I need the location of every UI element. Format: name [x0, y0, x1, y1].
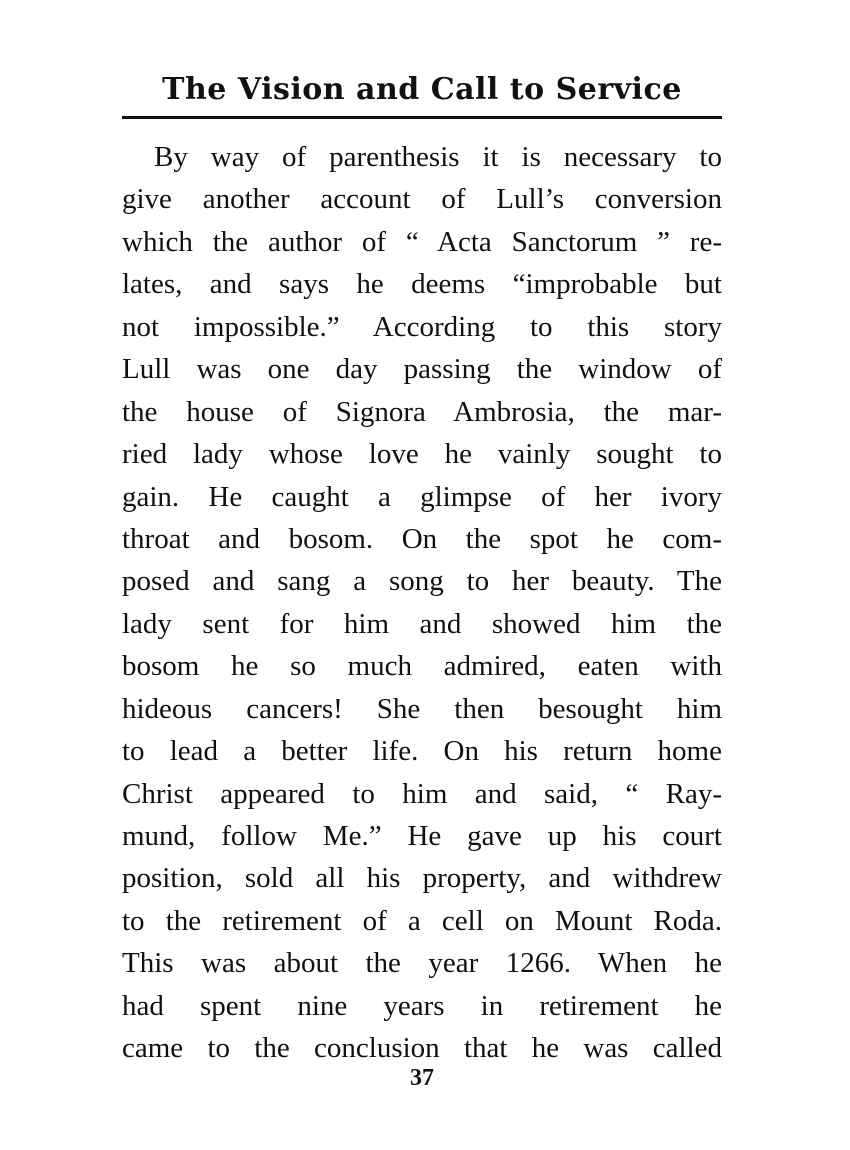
running-head: The Vision and Call to Service [162, 72, 682, 107]
text-line: had spent nine years in retirement he [122, 989, 722, 1022]
text-line: posed and sang a song to her beauty. The [122, 565, 722, 598]
text-line: position, sold all his property, and withdrew [122, 862, 722, 895]
header-rule [122, 116, 722, 119]
text-line: gain. He caught a glimpse of her ivory [122, 480, 722, 513]
text-line: hideous cancers! She then besought him [122, 692, 722, 725]
body-text [122, 136, 722, 1070]
text-line: ried lady whose love he vainly sought to [122, 438, 722, 471]
text-line: came to the conclusion that he was called [122, 1032, 722, 1065]
text-line: which the author of “ Acta Sanctorum ” re- [122, 225, 722, 258]
text-line: mund, follow Me.” He gave up his court [122, 820, 722, 852]
text-line: the house of Signora Ambrosia, the mar- [122, 395, 722, 428]
text-line: This was about the year 1266. When he [122, 947, 722, 980]
text-line: Christ appeared to him and said, “ Ray- [122, 777, 722, 810]
text-line: lates, and says he deems “improbable but [122, 268, 722, 301]
text-line: not impossible.” According to this story [122, 310, 722, 343]
text-line: By way of parenthesis it is necessary to [154, 141, 722, 173]
text-line: Lull was one day passing the window of [122, 353, 722, 386]
text-line: to lead a better life. On his return home [122, 735, 722, 768]
text-line: lady sent for him and showed him the [122, 607, 722, 640]
text-line: to the retirement of a cell on Mount Roda. [122, 904, 722, 937]
text-line: bosom he so much admired, eaten with [122, 650, 722, 683]
text-line: give another account of Lull’s conversion [122, 183, 722, 216]
page-number: 37 [410, 1065, 434, 1091]
text-line: throat and bosom. On the spot he com- [122, 522, 722, 555]
